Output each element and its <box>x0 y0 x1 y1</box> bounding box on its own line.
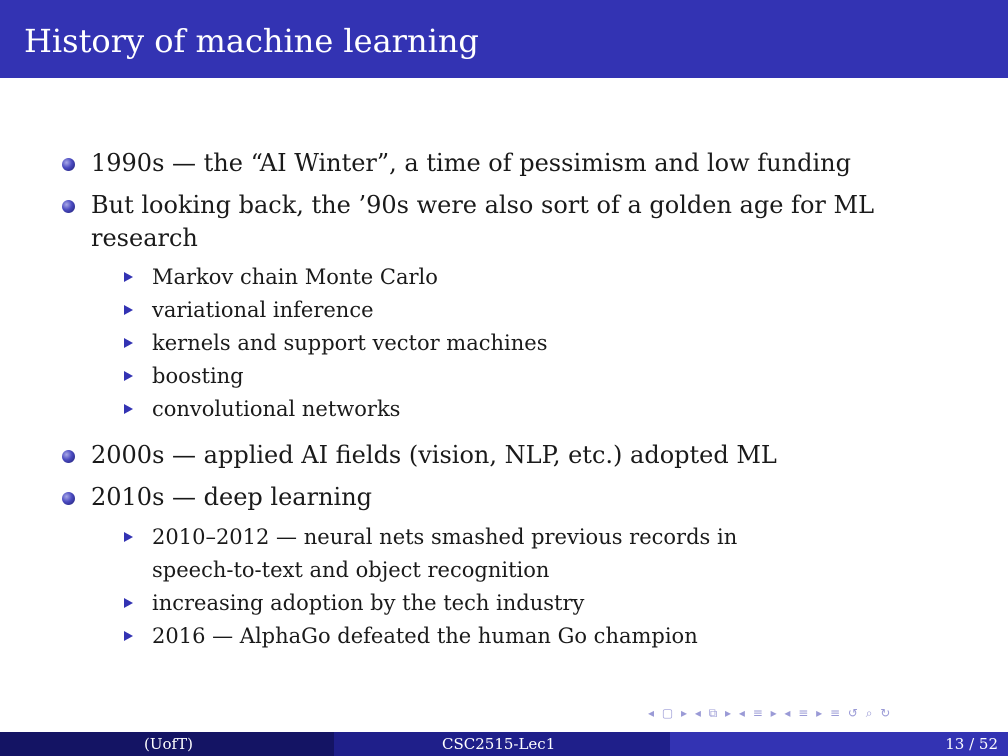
bullet-4-text: 2010s — deep learning <box>91 483 373 511</box>
subbullet-variational: variational inference <box>152 298 374 322</box>
bullet-1-text: 1990s — the “AI Winter”, a time of pessimism and low funding <box>91 149 851 177</box>
footer-page-text: 13 / 52 <box>945 735 998 753</box>
footer-institute <box>0 732 334 756</box>
footer-course-text: CSC2515-Lec1 <box>442 735 556 753</box>
bullet-2-text-line2: research <box>91 224 198 252</box>
bullet-ball-icon <box>62 492 75 505</box>
bullet-2-text-line1: But looking back, the ’90s were also sort of a golden age for ML <box>91 191 874 219</box>
subbullet-triangle-icon <box>124 338 133 348</box>
subbullet-mcmc: Markov chain Monte Carlo <box>152 265 438 289</box>
footer-page-number <box>670 732 1008 756</box>
subbullet-triangle-icon <box>124 532 133 542</box>
subbullet-triangle-icon <box>124 272 133 282</box>
subbullet-records-line1: 2010–2012 — neural nets smashed previous records in <box>152 525 738 549</box>
slide-title: History of machine learning <box>24 22 479 60</box>
subbullet-records-line2: speech-to-text and object recognition <box>152 558 550 582</box>
footer-course <box>334 732 670 756</box>
subbullet-adoption: increasing adoption by the tech industry <box>152 591 585 615</box>
footer-institute-text: (UofT) <box>144 735 193 753</box>
subbullet-kernels: kernels and support vector machines <box>152 331 548 355</box>
bullet-3-text: 2000s — applied AI fields (vision, NLP, etc.) adopted ML <box>91 441 777 469</box>
bullet-ball-icon <box>62 158 75 171</box>
footer-bar <box>0 732 1008 756</box>
subbullet-triangle-icon <box>124 371 133 381</box>
subbullet-triangle-icon <box>124 631 133 641</box>
subbullet-triangle-icon <box>124 404 133 414</box>
subbullet-alphago: 2016 — AlphaGo defeated the human Go champion <box>152 624 698 648</box>
subbullet-triangle-icon <box>124 598 133 608</box>
bullet-ball-icon <box>62 450 75 463</box>
subbullet-triangle-icon <box>124 305 133 315</box>
beamer-navigation-icons[interactable]: ◂ ▢ ▸ ◂ ⧉ ▸ ◂ ≡ ▸ ◂ ≡ ▸ ≡ ↺ ⌕ ↻ <box>648 706 893 720</box>
subbullet-convnets: convolutional networks <box>152 397 401 421</box>
bullet-ball-icon <box>62 200 75 213</box>
subbullet-boosting: boosting <box>152 364 244 388</box>
